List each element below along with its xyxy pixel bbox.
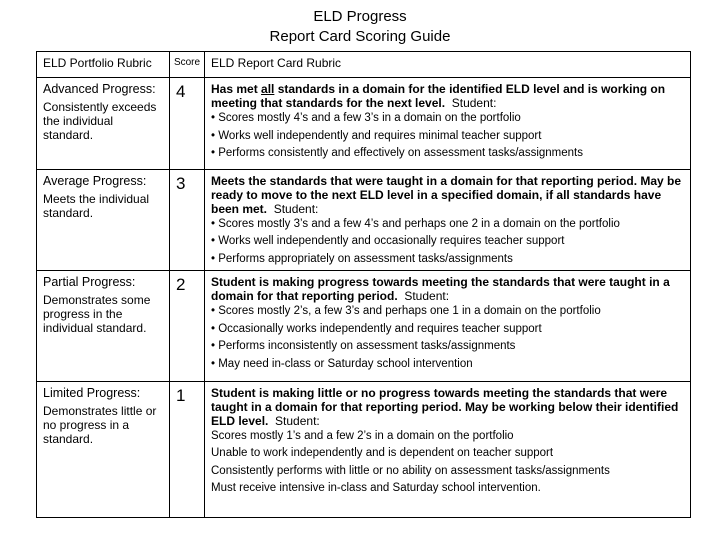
bullet-item: • May need in-class or Saturday school intervention [211, 357, 473, 370]
description-bold: Student is making little or no progress towards meeting the standards that were taught in a domain for that reporting period. May be working below their identified ELD level. [211, 385, 679, 428]
student-label: Student: [273, 201, 319, 216]
score-value: 4 [176, 82, 186, 102]
header-score: Score [170, 52, 205, 78]
table-header-row [37, 52, 691, 78]
score-cell [170, 78, 205, 169]
rubric-description [211, 386, 685, 428]
bullet-item: • Scores mostly 2’s, a few 3’s and perhaps one 1 in a domain on the portfolio [211, 305, 601, 318]
level-cell [37, 271, 170, 382]
rubric-description [211, 82, 685, 110]
bullet-item: • Works well independently and occasionally requires teacher support [211, 235, 565, 248]
title-line-1: ELD Progress [313, 8, 407, 25]
description-bold: Meets the standards that were taught in a domain for that reporting period. May be ready to move to the next ELD level in a specified domain, if all standards have been met. [211, 173, 682, 216]
description-bold: Student is making progress towards meeting the standards that were taught in a domain for that reporting period. [211, 275, 670, 304]
level-description: Meets the individual standard. [43, 191, 150, 220]
description-cell [205, 78, 691, 169]
description-cell [205, 271, 691, 382]
description-cell [205, 169, 691, 270]
scoring-guide-table [36, 51, 691, 518]
bullet-item: • Occasionally works independently and requires teacher support [211, 322, 542, 335]
bullet-item: • Scores mostly 3’s and a few 4’s and perhaps one 2 in a domain on the portfolio [211, 217, 620, 230]
score-value: 2 [176, 275, 186, 295]
score-cell [170, 169, 205, 270]
level-description: Demonstrates little or no progress in a standard. [43, 403, 157, 446]
page-title [0, 7, 720, 47]
student-label: Student: [404, 289, 450, 304]
bullet-item: • Works well independently and requires minimal teacher support [211, 129, 542, 142]
student-label: Student: [275, 413, 320, 428]
table-row-limited [37, 381, 691, 517]
level-cell [37, 169, 170, 270]
table-row-partial [37, 271, 691, 382]
score-cell [170, 381, 205, 517]
description-underlined: all [261, 82, 275, 97]
level-description: Demonstrates some progress in the individual standard. [43, 293, 151, 336]
bullet-item: Must receive intensive in-class and Saturday school intervention. [211, 482, 541, 495]
table-row-average [37, 169, 691, 270]
table-row-advanced [37, 78, 691, 169]
bullet-item: • Performs appropriately on assessment tasks/assignments [211, 252, 513, 265]
level-description: Consistently exceeds the individual standard. [43, 100, 157, 143]
score-value: 1 [176, 385, 186, 405]
level-cell [37, 78, 170, 169]
level-name: Advanced Progress: [43, 82, 156, 97]
score-value: 3 [176, 173, 186, 193]
rubric-description [211, 275, 685, 303]
description-part: Has met [211, 82, 262, 97]
level-name: Partial Progress: [43, 275, 136, 290]
bullet-item: Consistently performs with little or no ability on assessment tasks/assignments [211, 464, 610, 477]
bullet-item: Scores mostly 1’s and a few 2’s in a domain on the portfolio [211, 429, 514, 442]
header-report-card-rubric: ELD Report Card Rubric [205, 52, 691, 78]
bullet-item: Unable to work independently and is dependent on teacher support [211, 447, 554, 460]
level-name: Average Progress: [43, 173, 147, 188]
rubric-description [211, 174, 685, 216]
score-cell [170, 271, 205, 382]
student-label: Student: [451, 96, 497, 111]
description-part: standards in a domain for the identified ELD level and is working on meeting that standards for the next level. [211, 82, 666, 111]
title-line-2: Report Card Scoring Guide [269, 28, 451, 45]
description-cell [205, 381, 691, 517]
bullet-item: • Performs inconsistently on assessment tasks/assignments [211, 340, 516, 353]
header-portfolio-rubric: ELD Portfolio Rubric [37, 52, 170, 78]
level-name: Limited Progress: [43, 385, 141, 400]
level-cell [37, 381, 170, 517]
bullet-item: • Scores mostly 4’s and a few 3’s in a domain on the portfolio [211, 112, 521, 125]
bullet-item: • Performs consistently and effectively on assessment tasks/assignments [211, 147, 583, 160]
